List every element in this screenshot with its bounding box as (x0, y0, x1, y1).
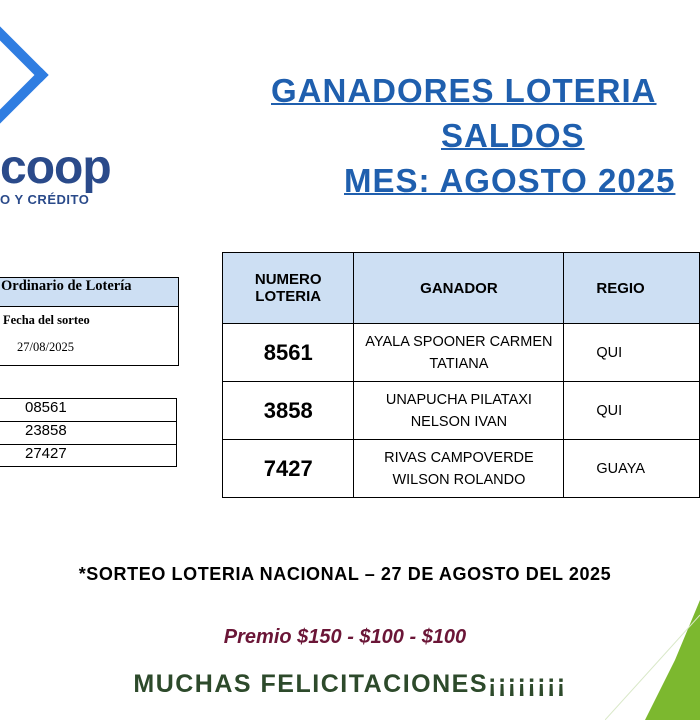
logo-subtitle: O Y CRÉDITO (0, 192, 90, 207)
cell-ganador: RIVAS CAMPOVERDE WILSON ROLANDO (354, 440, 564, 498)
cell-region: QUI (564, 382, 700, 440)
felicitaciones-text: MUCHAS FELICITACIONES¡¡¡¡¡¡¡¡ (133, 670, 567, 698)
table-row (223, 440, 700, 498)
title-line-2: SALDOS (441, 117, 585, 154)
header-numero: NUMERO LOTERIA (223, 253, 354, 324)
table-header-row (223, 253, 700, 324)
lottery-number: 27427 (25, 445, 67, 462)
title-line-1: GANADORES LOTERIA (271, 72, 657, 109)
cell-region: QUI (564, 324, 700, 382)
title-line-3: MES: AGOSTO 2025 (344, 162, 676, 199)
sorteo-date-label: Fecha del sorteo (3, 313, 90, 327)
sorteo-box-header: Ordinario de Lotería (0, 278, 178, 307)
sorteo-info-box (0, 277, 179, 366)
green-accent-shape (605, 600, 700, 720)
logo-text: coop (0, 141, 111, 194)
cell-ganador: UNAPUCHA PILATAXI NELSON IVAN (354, 382, 564, 440)
sorteo-notice: *SORTEO LOTERIA NACIONAL – 27 DE AGOSTO DEL 2025 (78, 564, 612, 584)
lottery-number: 08561 (0, 399, 176, 422)
premio-text: Premio $150 - $100 - $100 (223, 626, 467, 648)
table-row (223, 324, 700, 382)
cell-region: GUAYA (564, 440, 700, 498)
lottery-number: 23858 (0, 422, 176, 445)
lottery-numbers-list (0, 398, 177, 467)
header-ganador: GANADOR (354, 253, 564, 324)
sorteo-date: 27/08/2025 (17, 340, 74, 354)
table-row (223, 382, 700, 440)
cell-ganador: AYALA SPOONER CARMEN TATIANA (354, 324, 564, 382)
winners-table (222, 252, 700, 498)
header-region: REGIO (564, 253, 700, 324)
cell-numero: 8561 (223, 324, 354, 382)
logo-mark-icon (0, 11, 49, 138)
cell-numero: 7427 (223, 440, 354, 498)
cell-numero: 3858 (223, 382, 354, 440)
